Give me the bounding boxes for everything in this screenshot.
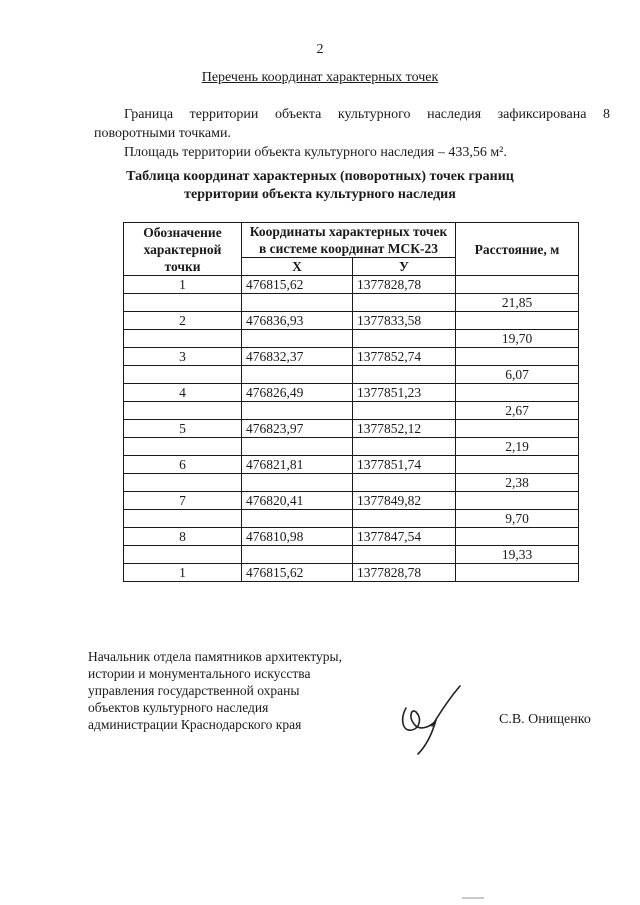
distance-cell — [456, 564, 579, 582]
x-coordinate-cell — [242, 546, 353, 564]
x-coordinate-cell: 476823,97 — [242, 420, 353, 438]
distance-cell — [456, 276, 579, 294]
table-title — [100, 168, 540, 204]
table-row — [124, 510, 579, 528]
point-cell: 7 — [124, 492, 242, 510]
header-y: У — [353, 258, 456, 276]
distance-cell: 19,33 — [456, 546, 579, 564]
y-coordinate-cell: 1377833,58 — [353, 312, 456, 330]
x-coordinate-cell — [242, 438, 353, 456]
x-coordinate-cell — [242, 402, 353, 420]
x-coordinate-cell — [242, 294, 353, 312]
page-number: 2 — [316, 42, 324, 57]
signature-line: истории и монументального искусства — [88, 666, 311, 681]
x-coordinate-cell: 476826,49 — [242, 384, 353, 402]
table-row — [124, 474, 579, 492]
area-paragraph: Площадь территории объекта культурного наследия – 433,56 м². — [124, 145, 507, 160]
distance-cell: 21,85 — [456, 294, 579, 312]
point-cell: 6 — [124, 456, 242, 474]
distance-cell: 9,70 — [456, 510, 579, 528]
distance-cell — [456, 312, 579, 330]
y-coordinate-cell — [353, 294, 456, 312]
distance-cell — [456, 420, 579, 438]
distance-cell — [456, 492, 579, 510]
table-row — [124, 456, 579, 474]
point-cell — [124, 294, 242, 312]
point-cell — [124, 330, 242, 348]
distance-cell: 2,38 — [456, 474, 579, 492]
x-coordinate-cell: 476821,81 — [242, 456, 353, 474]
signature-line: Начальник отдела памятников архитектуры, — [88, 649, 342, 664]
y-coordinate-cell — [353, 438, 456, 456]
y-coordinate-cell: 1377847,54 — [353, 528, 456, 546]
point-cell: 4 — [124, 384, 242, 402]
header-coordinates: Координаты характерных точек в системе координат МСК-23 — [242, 223, 456, 258]
y-coordinate-cell — [353, 474, 456, 492]
header-distance: Расстояние, м — [456, 223, 579, 276]
table-row — [124, 294, 579, 312]
x-coordinate-cell — [242, 366, 353, 384]
table-row — [124, 546, 579, 564]
y-coordinate-cell: 1377828,78 — [353, 564, 456, 582]
table-title-line-2: территории объекта культурного наследия — [184, 187, 456, 202]
y-coordinate-cell: 1377851,74 — [353, 456, 456, 474]
section-heading: Перечень координат характерных точек — [201, 70, 439, 85]
header-x: X — [242, 258, 353, 276]
distance-cell: 6,07 — [456, 366, 579, 384]
point-cell: 1 — [124, 564, 242, 582]
y-coordinate-cell: 1377852,12 — [353, 420, 456, 438]
x-coordinate-cell: 476815,62 — [242, 564, 353, 582]
table-row — [124, 492, 579, 510]
x-coordinate-cell: 476832,37 — [242, 348, 353, 366]
distance-cell — [456, 528, 579, 546]
distance-cell — [456, 348, 579, 366]
boundary-paragraph: Граница территории объекта культурного наследия зафиксирована 8 поворотными точками. — [94, 107, 610, 141]
x-coordinate-cell: 476815,62 — [242, 276, 353, 294]
point-cell: 5 — [124, 420, 242, 438]
table-row — [124, 276, 579, 294]
point-cell — [124, 510, 242, 528]
table-row — [124, 348, 579, 366]
point-cell — [124, 438, 242, 456]
y-coordinate-cell — [353, 366, 456, 384]
y-coordinate-cell: 1377849,82 — [353, 492, 456, 510]
y-coordinate-cell: 1377851,23 — [353, 384, 456, 402]
distance-cell — [456, 384, 579, 402]
point-cell: 8 — [124, 528, 242, 546]
distance-cell: 2,19 — [456, 438, 579, 456]
signature-line: администрации Краснодарского края — [88, 717, 302, 732]
point-cell: 3 — [124, 348, 242, 366]
x-coordinate-cell — [242, 330, 353, 348]
table-row — [124, 330, 579, 348]
point-cell — [124, 366, 242, 384]
distance-cell: 19,70 — [456, 330, 579, 348]
x-coordinate-cell: 476836,93 — [242, 312, 353, 330]
point-cell — [124, 546, 242, 564]
y-coordinate-cell — [353, 330, 456, 348]
distance-cell — [456, 456, 579, 474]
x-coordinate-cell: 476810,98 — [242, 528, 353, 546]
table-row — [124, 438, 579, 456]
header-point: Обозначение характерной точки — [124, 223, 242, 276]
handwritten-signature — [392, 680, 472, 760]
signature-line: управления государственной охраны — [88, 683, 300, 698]
x-coordinate-cell: 476820,41 — [242, 492, 353, 510]
table-row — [124, 366, 579, 384]
table-row — [124, 402, 579, 420]
signer-name: С.В. Онищенко — [499, 712, 591, 727]
footer-mark — [462, 897, 484, 899]
x-coordinate-cell — [242, 474, 353, 492]
y-coordinate-cell — [353, 510, 456, 528]
point-cell — [124, 474, 242, 492]
table-row — [124, 312, 579, 330]
y-coordinate-cell: 1377828,78 — [353, 276, 456, 294]
point-cell — [124, 402, 242, 420]
y-coordinate-cell — [353, 402, 456, 420]
table-row — [124, 528, 579, 546]
table-row — [124, 384, 579, 402]
y-coordinate-cell — [353, 546, 456, 564]
signature-block — [88, 648, 342, 733]
point-cell: 2 — [124, 312, 242, 330]
table-row — [124, 564, 579, 582]
signature-line: объектов культурного наследия — [88, 700, 269, 715]
distance-cell: 2,67 — [456, 402, 579, 420]
x-coordinate-cell — [242, 510, 353, 528]
point-cell: 1 — [124, 276, 242, 294]
table-title-line-1: Таблица координат характерных (поворотных) точек границ — [126, 169, 514, 184]
y-coordinate-cell: 1377852,74 — [353, 348, 456, 366]
coordinates-table — [123, 222, 579, 582]
table-row — [124, 420, 579, 438]
